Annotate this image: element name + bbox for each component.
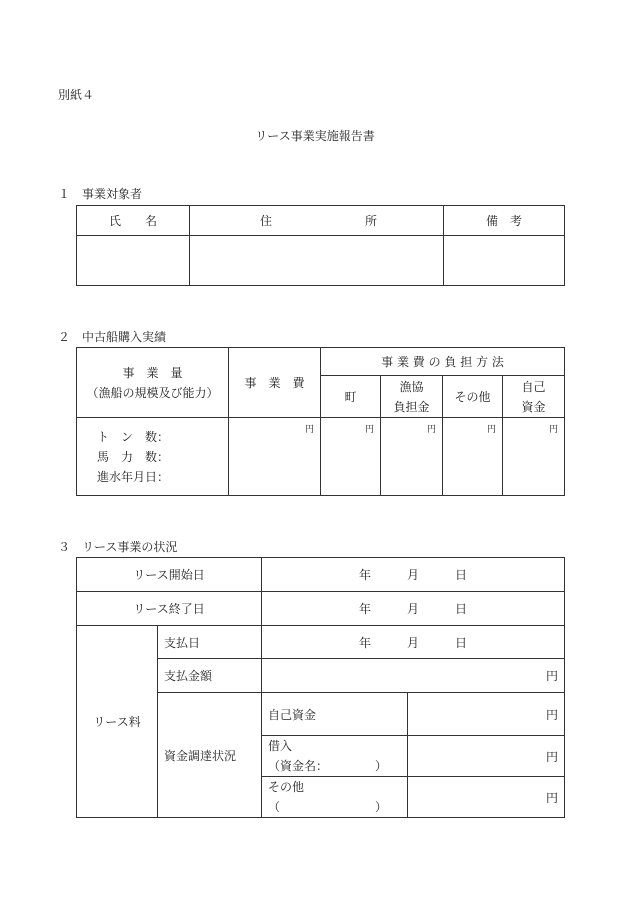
fund-name-open: （資金名： [268,759,329,773]
own-funds-header-2: 資金 [521,399,546,414]
tonnage-label: ト ン 数： [97,429,170,444]
coop-header [381,376,443,418]
lease-status-table [76,557,565,818]
own-funds-amount[interactable]: 円 [408,693,565,736]
launch-date-label: 進水年月日： [97,469,170,484]
other-paren-open: （ [268,800,281,814]
section3-heading: ３ リース事業の状況 [58,540,178,554]
volume-header [77,348,229,418]
payment-date-label: 支払日 [158,626,262,659]
name-cell[interactable] [77,236,190,286]
borrowing-amount[interactable]: 円 [408,736,565,777]
other-paren-close: ） [374,800,387,814]
lease-fee-label: リース料 [77,626,158,818]
address-cell[interactable] [190,236,444,286]
coop-header-2: 負担金 [393,399,430,414]
town-header: 町 [321,376,381,418]
lease-end-date[interactable]: 年 月 日 [262,592,565,626]
horsepower-label: 馬 力 数： [97,449,170,464]
fund-name-close: ） [374,759,387,773]
coop-header-1: 漁協 [399,379,424,394]
payment-date-value[interactable]: 年 月 日 [262,626,565,659]
funding-status-label: 資金調達状況 [158,693,262,818]
lease-start-label: リース開始日 [77,558,262,592]
burden-header: 事 業 費 の 負 担 方 法 [321,348,565,376]
own-funds-header-1: 自己 [521,379,546,394]
attachment-label: 別紙４ [58,88,95,102]
volume-header-main: 事 業 量 [122,365,183,380]
payment-amount-label: 支払金額 [158,659,262,693]
cost-cell[interactable]: 円 [229,418,321,496]
own-funds-label: 自己資金 [262,693,408,736]
other-cell[interactable]: 円 [443,418,503,496]
own-funds-header [503,376,565,418]
other-funding-amount[interactable]: 円 [408,777,565,818]
document-title: リース事業実施報告書 [255,129,375,143]
remarks-cell[interactable] [444,236,565,286]
vessel-spec-cell[interactable] [77,418,229,496]
target-table [76,205,565,286]
borrowing-label [262,736,408,777]
volume-header-sub: （漁船の規模及び能力） [86,385,219,400]
purchase-table [76,347,565,496]
header-address-2: 所 [364,214,377,228]
header-remarks: 備 考 [444,206,565,236]
header-name: 氏 名 [77,206,190,236]
other-header: その他 [443,376,503,418]
payment-amount-value[interactable]: 円 [262,659,565,693]
header-address-1: 住 [260,214,273,228]
cost-header: 事 業 費 [229,348,321,418]
other-funding-label-1: その他 [268,780,305,794]
coop-cell[interactable]: 円 [381,418,443,496]
town-cell[interactable]: 円 [321,418,381,496]
section1-heading: １ 事業対象者 [58,187,143,201]
section2-heading: ２ 中古船購入実績 [58,330,167,344]
lease-end-label: リース終了日 [77,592,262,626]
lease-start-date[interactable]: 年 月 日 [262,558,565,592]
header-address [190,206,444,236]
other-funding-label [262,777,408,818]
borrowing-label-1: 借入 [268,739,293,753]
own-funds-cell[interactable]: 円 [503,418,565,496]
